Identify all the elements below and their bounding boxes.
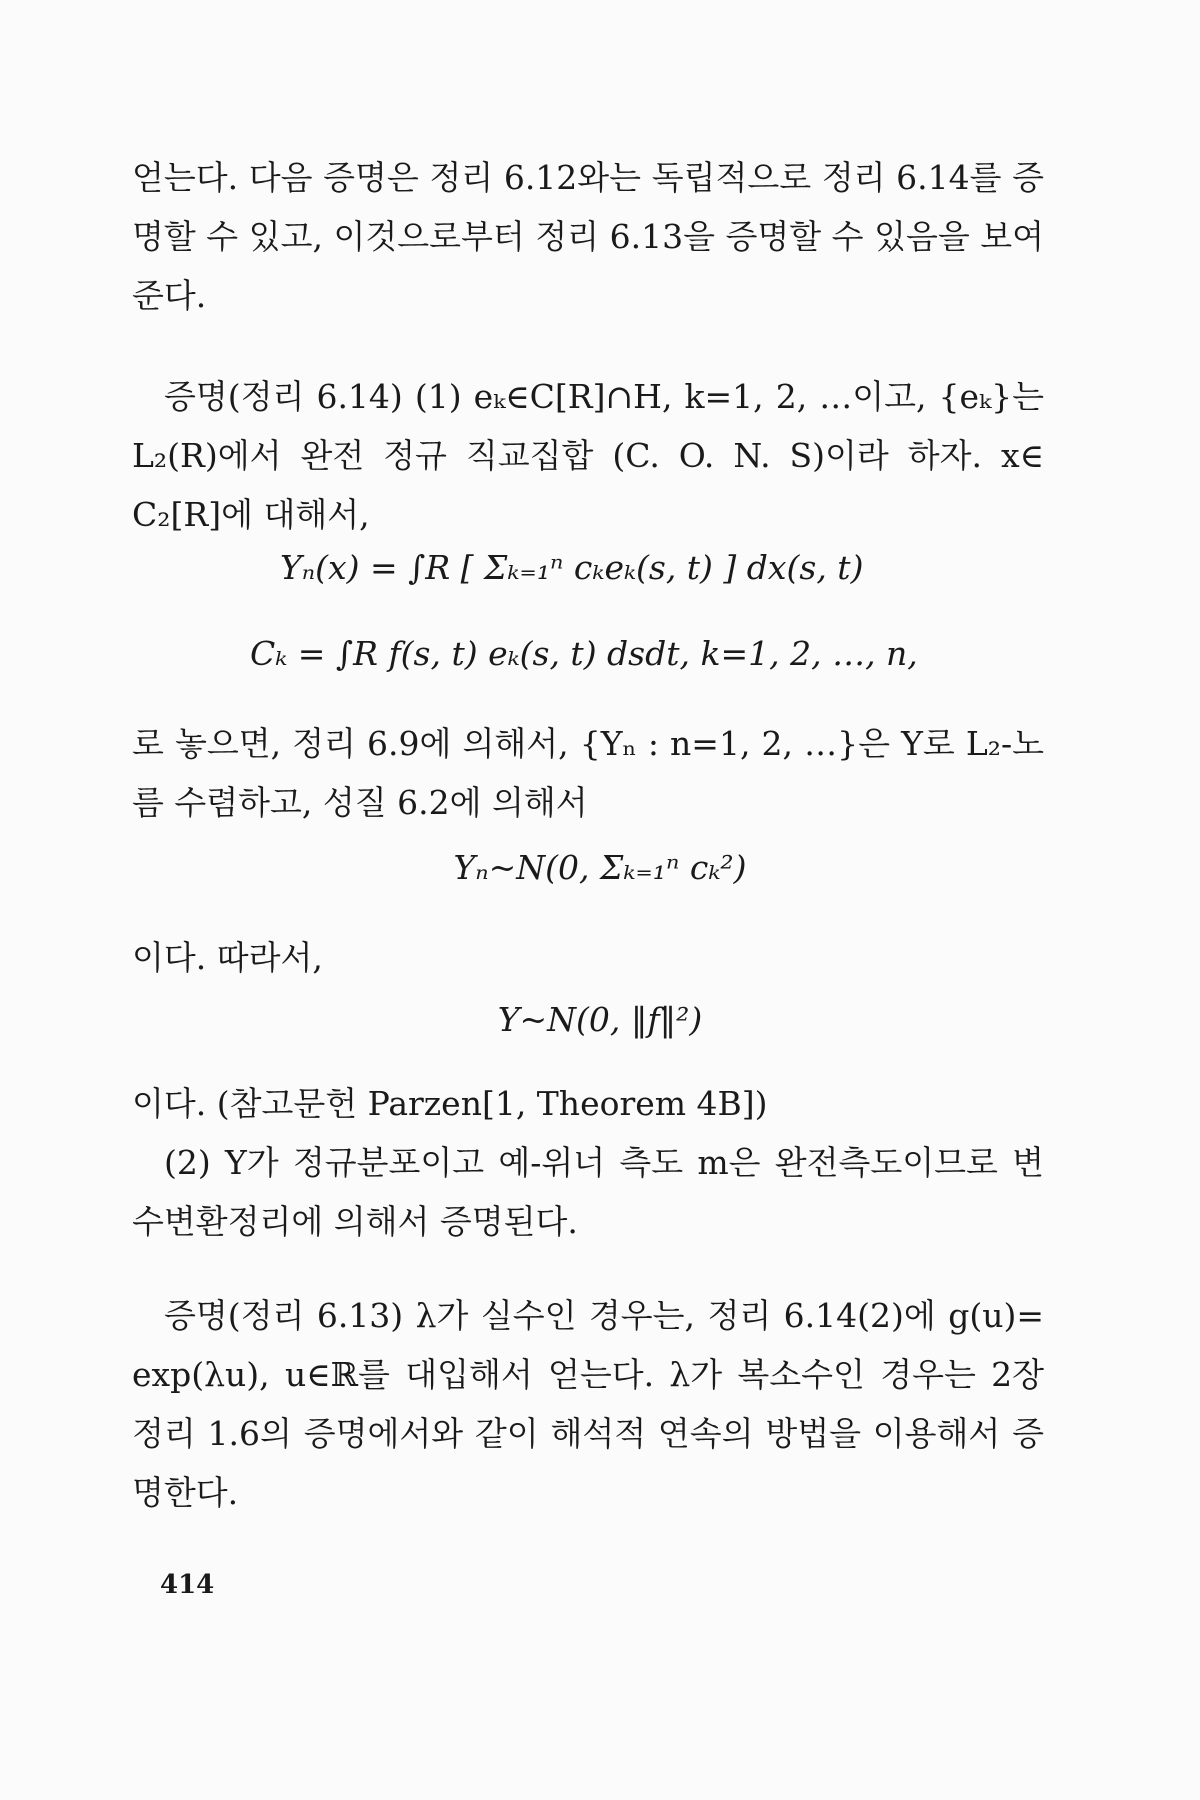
proof-6-14 <box>132 367 1044 544</box>
text-ida-1: 이다. 따라서, <box>132 938 323 977</box>
equation-yn-distribution: Yₙ~N(0, Σₖ₌₁ⁿ cₖ²) <box>453 848 747 887</box>
text-line: 로 놓으면, 정리 6.9에 의해서, {Yₙ : n=1, 2, …}은 Y로 L₂-노 <box>132 724 1044 763</box>
equation-ck: Cₖ = ∫R f(s, t) eₖ(s, t) dsdt, k=1, 2, …, n, <box>250 634 918 673</box>
text-line: 명할 수 있고, 이것으로부터 정리 6.13을 증명할 수 있음을 보여 <box>132 217 1044 256</box>
text-line: exp(λu), u∈ℝ를 대입해서 얻는다. λ가 복소수인 경우는 2장 <box>132 1355 1044 1394</box>
text-line: 준다. <box>132 276 207 315</box>
text-line: (2) Y가 정규분포이고 예-위너 측도 m은 완전측도이므로 변 <box>164 1143 1044 1182</box>
text-line: 정리 1.6의 증명에서와 같이 해석적 연속의 방법을 이용해서 증 <box>132 1414 1044 1453</box>
page-number: 414 <box>160 1570 215 1600</box>
text-ida-2: 이다. (참고문헌 Parzen[1, Theorem 4B]) <box>132 1084 768 1123</box>
paragraph-intro <box>132 148 1044 325</box>
text-line: 수변환정리에 의해서 증명된다. <box>132 1202 578 1241</box>
text-line: L₂(R)에서 완전 정규 직교집합 (C. O. N. S)이라 하자. x∈ <box>132 436 1044 475</box>
text-line: 얻는다. 다음 증명은 정리 6.12와는 독립적으로 정리 6.14를 증 <box>132 158 1044 197</box>
text-line: 증명(정리 6.14) (1) eₖ∈C[R]∩H, k=1, 2, …이고, {eₖ}는 <box>164 377 1044 416</box>
text-line: 름 수렴하고, 성질 6.2에 의해서 <box>132 783 588 822</box>
equation-yn: Yₙ(x) = ∫R [ Σₖ₌₁ⁿ cₖeₖ(s, t) ] dx(s, t) <box>280 548 864 587</box>
paragraph-convergence <box>132 714 1044 832</box>
text-line: 증명(정리 6.13) λ가 실수인 경우는, 정리 6.14(2)에 g(u)= <box>164 1296 1044 1335</box>
proof-6-13 <box>132 1286 1044 1522</box>
paragraph-part2 <box>132 1133 1044 1251</box>
equation-y-distribution: Y~N(0, ‖f‖²) <box>497 1000 703 1039</box>
text-line: 명한다. <box>132 1473 239 1512</box>
text-line: C₂[R]에 대해서, <box>132 495 370 534</box>
